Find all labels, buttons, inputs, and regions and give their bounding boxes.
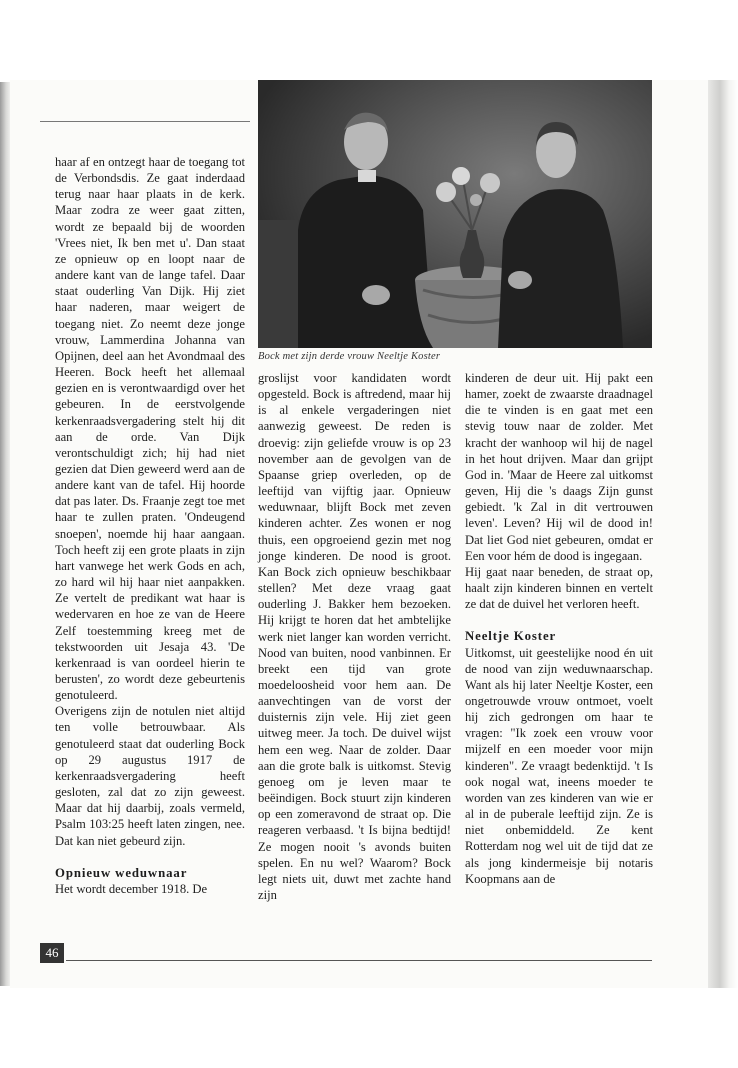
paragraph: Het wordt december 1918. De [55,881,208,896]
footer-rule [66,960,652,961]
book-spine-shadow [0,82,10,986]
photo-couple [258,80,652,348]
photo-illustration [258,80,652,348]
page-number: 46 [40,943,64,963]
article-column-2 [258,370,451,903]
paragraph: Overigens zijn de notulen niet altijd ten volle betrouwbaar. Als genotuleerd staat dat ouderling Bock op 29 augustus 1917 de kerkenraadsvergadering heeft gesloten, zal dat zo zijn geweest. Maar dat hij daarbij, zoals vermeld, Psalm 103:25 heeft laten zingen, nee. Dat kan niet gebeurd zijn. [55,704,245,848]
page-edge [708,80,738,988]
section-heading: Opnieuw weduwnaar [55,865,188,880]
photo-caption: Bock met zijn derde vrouw Neeltje Koster [258,351,441,362]
paragraph: haar af en ontzegt haar de toegang tot de Verbondsdis. Ze gaat inderdaad terug naar haar plaats in de kerk. Maar zodra ze weer gaat zitten, wordt ze bepaald bij de woorden 'Vrees niet, Ik ben met u'. Dan staat ze opnieuw op en loopt naar de andere kant van de lange tafel. Daar staat ouderling Van Dijk. Hij ziet haar naderen, maar weigert de toegang niet. Zo neemt deze jonge vrouw, Lammerdina Johanna van Opijnen, deel aan het Avondmaal des Heeren. Bock heeft het allemaal gezien en is verontwaardigd over het gebeuren. In de eerstvolgende kerkenraadsvergadering stelt hij dit aan de orde. Van Dijk verontschuldigt zich; hij had niet gezien dat Dien geweerd werd aan de andere kant van de tafel. Hij hoorde dat pas later. Ds. Fraanje zegt toe met haar te zullen praten. 'Ondeugend snoepen', noemde hij haar aangaan. Toch heeft zij een grote plaats in zijn hart vanwege het werk Gods en ach, zo hard wil hij haar niet aanpakken. Ze vertelt de predikant wat haar is wedervaren en hoe ze van de Heere Zelf toestemming kreeg met de tekstwoorden uit Jesaja 43. 'De kerkenraad is van oordeel hierin te berusten', zo wordt deze gebeurtenis genotuleerd. [55,155,245,703]
paragraph: kinderen de deur uit. Hij pakt een hamer, zoekt de zwaarste draadnagel die te vinden is en gaat met een stevig touw naar de zolder. Met kracht der wanhoop wil hij de nagel in het hout drijven. Maar dan grijpt God in. 'Maar de Heere zal uitkomst geven, Hij die 's daags Zijn gunst gebiedt. 'k Zal in dit vertrouwen leven'. Leven? Hij wil de dood in! Dat liet God niet gebeuren, omdat er Een voor hém de dood is ingegaan. [465,371,653,563]
section-heading: Neeltje Koster [465,629,557,644]
top-rule [40,121,250,122]
article-column-1 [55,154,245,897]
article-column-3 [465,370,653,887]
paragraph: Uitkomst, uit geestelijke nood én uit de nood van zijn weduwnaarschap. Want als hij later Neeltje Koster, een ongetrouwde vrouw ontmoet, voelt hij zich gedrongen om haar te vragen: "Ik zoek een vrouw voor mijzelf en een moeder voor mijn kinderen". Ze vraagt bedenktijd. 't Is ook nogal wat, ineens moeder te worden van zes kinderen van wie er al in de puberale leeftijd zijn. Ze is niet onbemiddeld. Ze kent Rotterdam nog wel uit de tijd dat ze als jong kindermeisje bij notaris Koopmans aan de [465,645,653,886]
paragraph: groslijst voor kandidaten wordt opgesteld. Bock is aftredend, maar hij is al enkele vergaderingen niet aanwezig geweest. De reden is droevig: zijn geliefde vrouw is op 23 november aan de gevolgen van de Spaanse griep overleden, op de leeftijd van vijftig jaar. Opnieuw weduwnaar, blijft Bock met zeven kinderen achter. Zes wonen er nog thuis, een opgroeiend gezin met nog jonge kinderen. De nood is groot. Kan Bock zich opnieuw beschikbaar stellen? Met deze vraag gaat ouderling J. Bakker hem bezoeken. Hij krijgt te horen dat het ambtelijke werk niet langer kan worden verricht. Nood van buiten, nood vanbinnen. Er breekt een tijd van grote moedeloosheid voor hem aan. De aanvechtingen van de vorst der duisternis zijn vele. Hij ziet geen uitweg meer. Ja toch. De duivel wijst hem een weg. Naar de zolder. Daar aan die grote balk is uitkomst. Stevig genoeg om je leven maar te beëindigen. Bock stuurt zijn kinderen op een zomeravond de straat op. Die reageren verbaasd. 't Is bijna bedtijd! Ze mogen nooit 's avonds buiten spelen. En nu wel? Waarom? Bock legt niets uit, duwt met zachte hand zijn [258,371,451,902]
paragraph: Hij gaat naar beneden, de straat op, haalt zijn kinderen binnen en vertelt ze dat de duivel het verloren heeft. [465,564,653,612]
